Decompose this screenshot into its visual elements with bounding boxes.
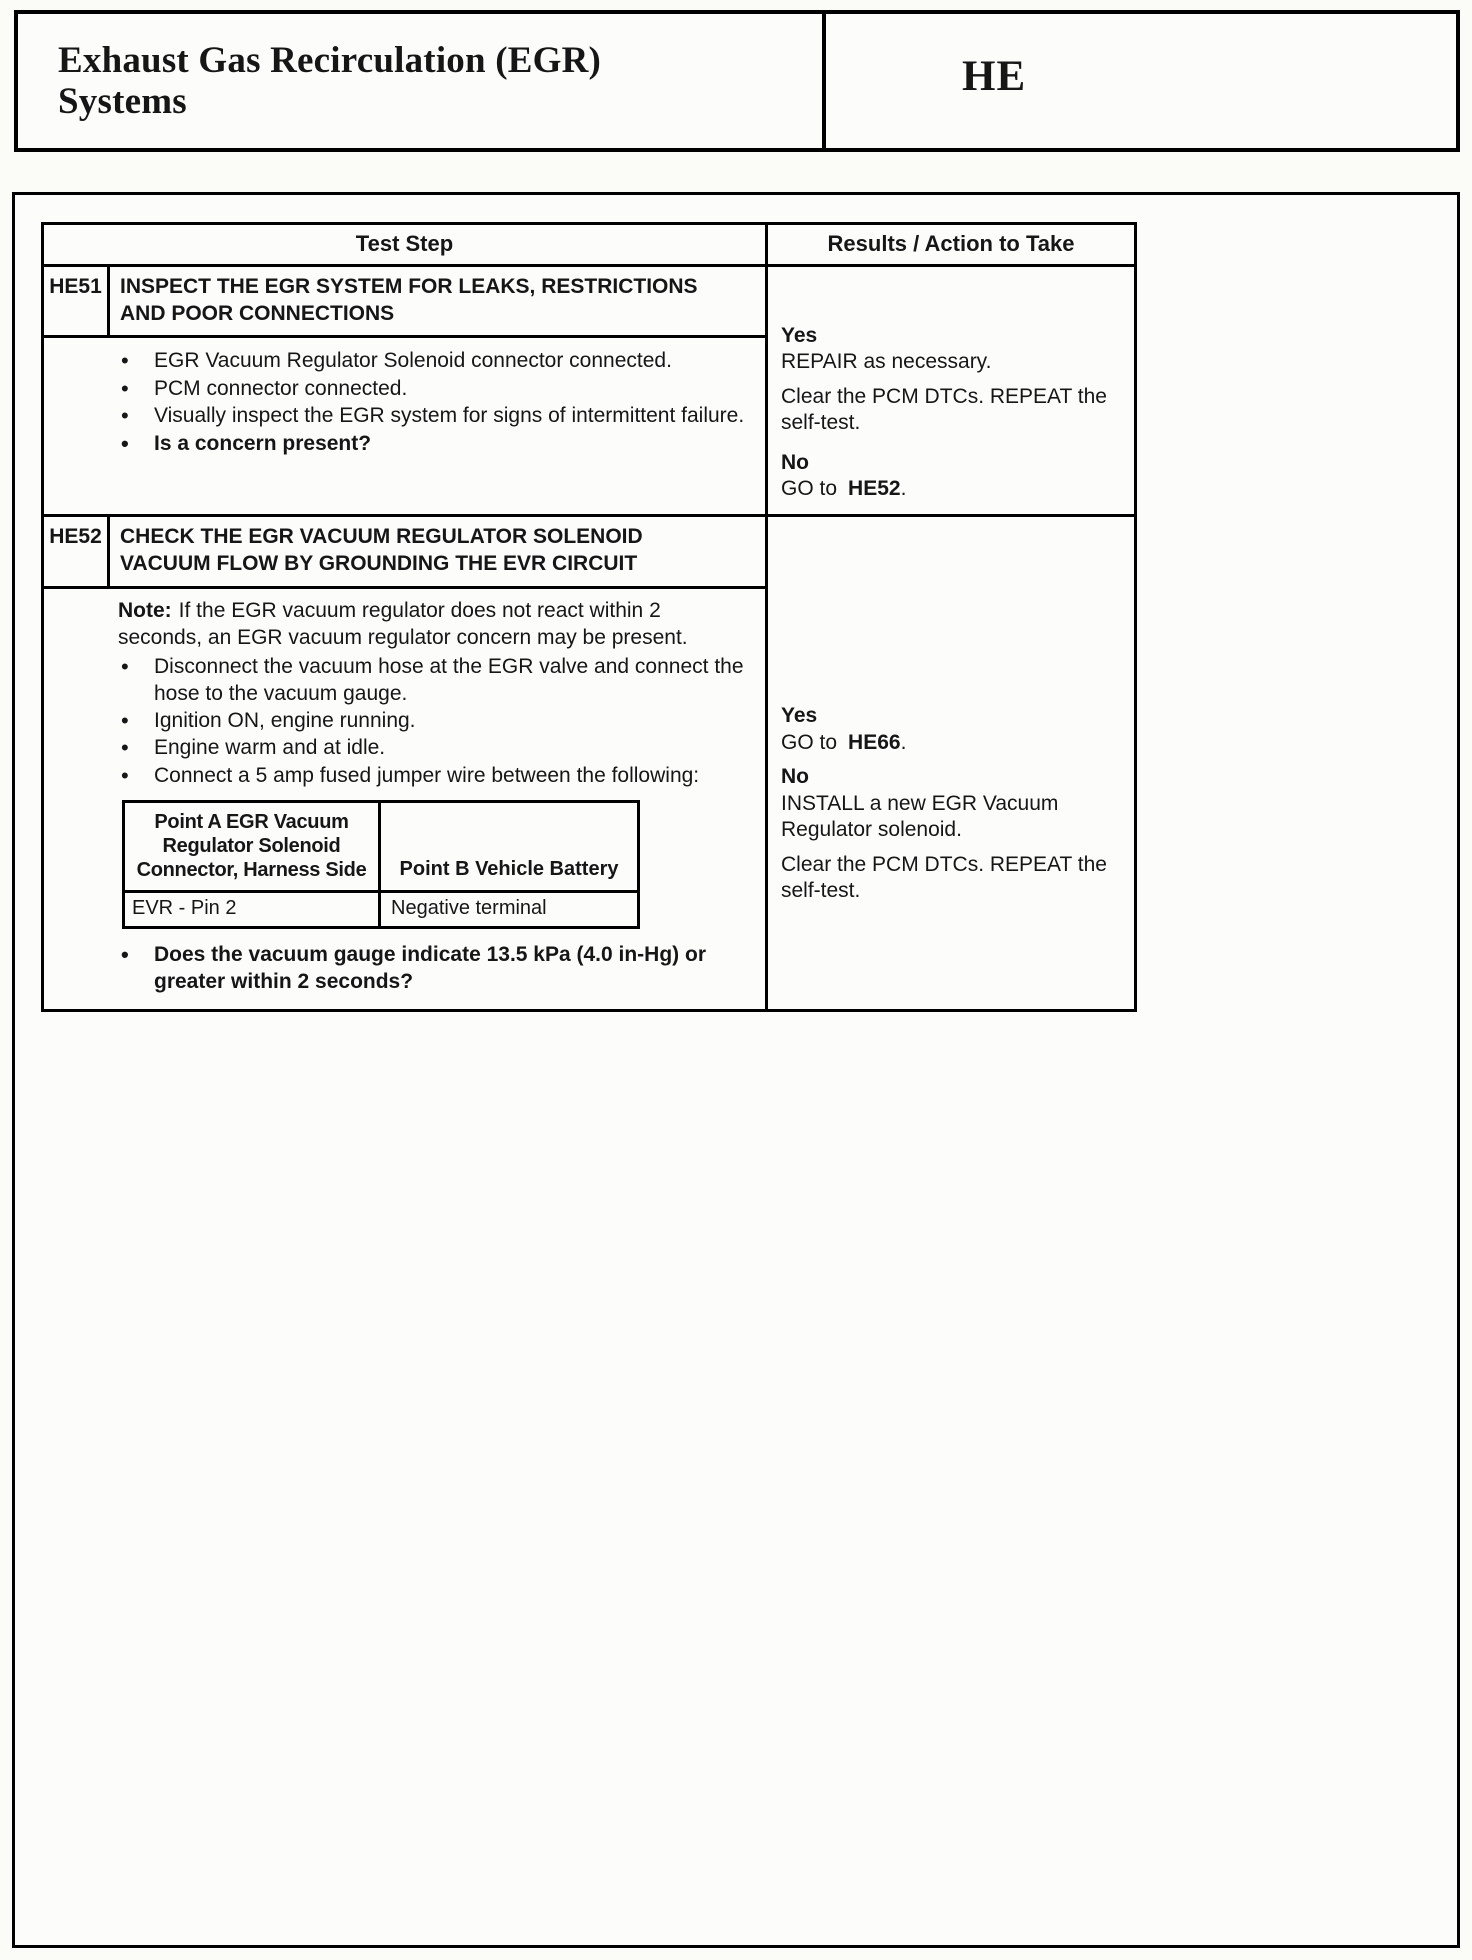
he51-step-body bbox=[44, 338, 765, 514]
he51-title-row bbox=[44, 267, 765, 339]
he52-step-code: HE52 bbox=[44, 517, 110, 586]
jumper-wire-table bbox=[122, 800, 640, 929]
he52-title-row bbox=[44, 517, 765, 589]
jumper-table-header-row bbox=[125, 803, 637, 893]
he51-step-title: INSPECT THE EGR SYSTEM FOR LEAKS, RESTRICTIONS AND POOR CONNECTIONS bbox=[120, 274, 698, 325]
table-row-he52 bbox=[44, 517, 1134, 1009]
he51-yes-label: Yes bbox=[781, 323, 818, 347]
he52-question-list bbox=[118, 942, 749, 995]
page-title: Exhaust Gas Recirculation (EGR) Systems bbox=[58, 40, 602, 123]
table-header-row bbox=[44, 225, 1134, 267]
he52-no-action-2: Clear the PCM DTCs. REPEAT the self-test. bbox=[781, 852, 1107, 903]
column-header-test-step: Test Step bbox=[44, 225, 768, 264]
he51-bullet-2: • PCM connector connected. bbox=[118, 376, 749, 402]
section-code: HE bbox=[962, 53, 1027, 100]
he51-no-label: No bbox=[781, 450, 809, 474]
he52-yes-label: Yes bbox=[781, 704, 818, 728]
he52-no-action-1: INSTALL a new EGR Vacuum Regulator solenoid. bbox=[781, 791, 1059, 842]
header-title-cell bbox=[18, 14, 822, 148]
jumper-table-col-a-header: Point A EGR Vacuum Regulator Solenoid Connector, Harness Side bbox=[125, 803, 381, 890]
he52-results-cell bbox=[768, 517, 1134, 1009]
he51-goto-suffix: . bbox=[900, 476, 907, 500]
he51-yes-action-2: Clear the PCM DTCs. REPEAT the self-test. bbox=[781, 384, 1107, 435]
he51-goto-target: HE52 bbox=[848, 476, 901, 500]
he51-step-code: HE51 bbox=[44, 267, 110, 336]
he52-note-text: If the EGR vacuum regulator does not react within 2 seconds, an EGR vacuum regulator concern may be present. bbox=[118, 599, 688, 649]
jumper-table-data-row bbox=[125, 893, 637, 926]
he52-bullet-3: • Engine warm and at idle. bbox=[118, 735, 749, 761]
he52-bullet-1: • Disconnect the vacuum hose at the EGR valve and connect the hose to the vacuum gauge. bbox=[118, 654, 749, 707]
he51-bullet-3: • Visually inspect the EGR system for signs of intermittent failure. bbox=[118, 403, 749, 429]
jumper-table-col-b-header: Point B Vehicle Battery bbox=[399, 857, 619, 880]
he51-no-action bbox=[781, 476, 1116, 502]
he52-bullet-list bbox=[118, 654, 749, 789]
table-row-he51 bbox=[44, 267, 1134, 518]
page-header-box bbox=[14, 10, 1460, 152]
he52-bullet-2: • Ignition ON, engine running. bbox=[118, 708, 749, 734]
he51-test-step-cell bbox=[44, 267, 768, 515]
he52-bullet-4: • Connect a 5 amp fused jumper wire between the following: bbox=[118, 763, 749, 789]
he52-no-label: No bbox=[781, 765, 809, 789]
header-code-cell bbox=[822, 14, 1456, 148]
he51-results-cell bbox=[768, 267, 1134, 515]
he52-yes-action bbox=[781, 730, 1116, 756]
he52-goto-suffix: . bbox=[900, 730, 907, 754]
content-box bbox=[12, 192, 1460, 1948]
he52-step-body bbox=[44, 589, 765, 1009]
jumper-table-point-a-value: EVR - Pin 2 bbox=[125, 893, 381, 926]
he52-test-step-cell bbox=[44, 517, 768, 1009]
he52-goto-target: HE66 bbox=[848, 730, 901, 754]
diagnostic-table bbox=[41, 222, 1137, 1012]
he51-question: • Is a concern present? bbox=[118, 431, 749, 457]
he51-goto-prefix: GO to bbox=[781, 476, 838, 500]
he51-yes-action-1: REPAIR as necessary. bbox=[781, 350, 992, 374]
he52-goto-prefix: GO to bbox=[781, 730, 838, 754]
he52-step-title: CHECK THE EGR VACUUM REGULATOR SOLENOID VACUUM FLOW BY GROUNDING THE EVR CIRCUIT bbox=[120, 525, 643, 576]
he51-bullet-list bbox=[118, 348, 749, 457]
he51-bullet-1: • EGR Vacuum Regulator Solenoid connector connected. bbox=[118, 348, 749, 374]
jumper-table-point-b-value: Negative terminal bbox=[391, 897, 547, 920]
he52-note bbox=[118, 598, 749, 651]
he52-note-label: Note: bbox=[118, 599, 172, 623]
column-header-results: Results / Action to Take bbox=[827, 231, 1075, 256]
he52-question: • Does the vacuum gauge indicate 13.5 kPa (4.0 in-Hg) or greater within 2 seconds? bbox=[118, 942, 749, 995]
